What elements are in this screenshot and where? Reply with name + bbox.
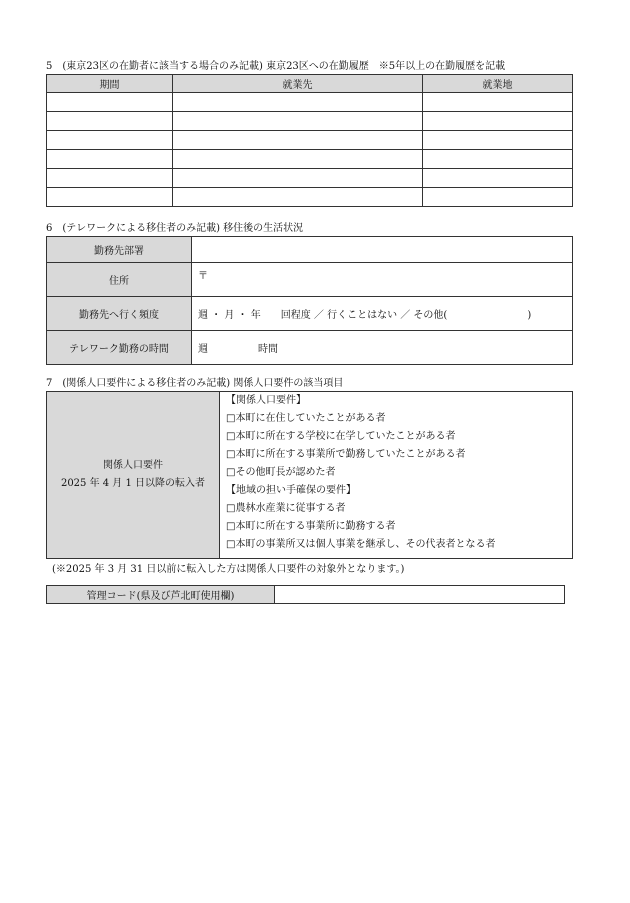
admin-code-field[interactable] — [275, 586, 565, 604]
requirement-options — [220, 392, 573, 559]
checkbox-business-successor[interactable]: □本町の事業所又は個人事業を継承し、その代表者となる者 — [226, 539, 496, 550]
address-field[interactable] — [192, 263, 573, 297]
telework-status-table — [46, 236, 573, 365]
period-cell[interactable] — [47, 169, 173, 188]
period-cell[interactable] — [47, 188, 173, 207]
department-label: 勤務先部署 — [47, 237, 192, 263]
table-row — [47, 188, 573, 207]
section6-heading: 6 (テレワークによる移住者のみ記載) 移住後の生活状況 — [46, 223, 304, 234]
work-location-cell[interactable] — [423, 169, 573, 188]
employer-cell[interactable] — [173, 112, 423, 131]
address-label: 住所 — [47, 263, 192, 297]
table-row — [47, 169, 573, 188]
admin-code-table — [46, 585, 565, 604]
section5-heading: 5 (東京23区の在勤者に該当する場合のみ記載) 東京23区への在勤履歴 ※5年以上の在勤履歴を記載 — [46, 61, 506, 72]
employer-cell[interactable] — [173, 169, 423, 188]
table-row — [47, 131, 573, 150]
work-location-cell[interactable] — [423, 188, 573, 207]
table-row — [47, 263, 573, 297]
local-workforce-heading: 【地域の担い手確保の要件】 — [226, 485, 356, 496]
commute-frequency-field[interactable]: 週 ・ 月 ・ 年 回程度 ／ 行くことはない ／ その他( ) — [192, 297, 573, 331]
checkbox-mayor-approved[interactable]: □その他町長が認めた者 — [226, 467, 336, 478]
period-cell[interactable] — [47, 93, 173, 112]
period-cell[interactable] — [47, 112, 173, 131]
column-header-period: 期間 — [47, 75, 173, 93]
relation-requirement-heading: 【関係人口要件】 — [226, 395, 306, 406]
checkbox-former-employee[interactable]: □本町に所在する事業所で勤務していたことがある者 — [226, 449, 466, 460]
checkbox-local-employee[interactable]: □本町に所在する事業所に勤務する者 — [226, 521, 396, 532]
employer-cell[interactable] — [173, 93, 423, 112]
work-location-cell[interactable] — [423, 112, 573, 131]
work-location-cell[interactable] — [423, 150, 573, 169]
department-field[interactable] — [192, 237, 573, 263]
employer-cell[interactable] — [173, 131, 423, 150]
admin-code-label: 管理コード(県及び芦北町使用欄) — [47, 586, 275, 604]
employer-cell[interactable] — [173, 188, 423, 207]
checkbox-former-resident[interactable]: □本町に在住していたことがある者 — [226, 413, 386, 424]
employer-cell[interactable] — [173, 150, 423, 169]
postal-mark: 〒 — [198, 271, 208, 282]
requirement-note: (※2025 年 3 月 31 日以前に転入した方は関係人口要件の対象外となります。) — [52, 564, 405, 575]
work-location-cell[interactable] — [423, 131, 573, 150]
requirement-label-date: 2025 年 4 月 1 日以降の転入者 — [60, 478, 206, 489]
work-history-table — [46, 74, 573, 207]
table-row — [47, 237, 573, 263]
period-cell[interactable] — [47, 131, 173, 150]
telework-hours-label: テレワーク勤務の時間 — [47, 331, 192, 365]
requirement-label — [47, 392, 220, 559]
telework-hours-field[interactable]: 週 時間 — [192, 331, 573, 365]
relation-requirement-table — [46, 391, 573, 559]
requirement-label-title: 関係人口要件 — [103, 460, 163, 471]
commute-frequency-label: 勤務先へ行く頻度 — [47, 297, 192, 331]
checkbox-primary-industry[interactable]: □農林水産業に従事する者 — [226, 503, 346, 514]
table-row — [47, 150, 573, 169]
table-row — [47, 297, 573, 331]
column-header-employer: 就業先 — [173, 75, 423, 93]
table-row — [47, 331, 573, 365]
table-row — [47, 93, 573, 112]
section7-heading: 7 (関係人口要件による移住者のみ記載) 関係人口要件の該当項目 — [46, 378, 344, 389]
period-cell[interactable] — [47, 150, 173, 169]
column-header-work-location: 就業地 — [423, 75, 573, 93]
table-row — [47, 112, 573, 131]
work-location-cell[interactable] — [423, 93, 573, 112]
checkbox-former-student[interactable]: □本町に所在する学校に在学していたことがある者 — [226, 431, 456, 442]
